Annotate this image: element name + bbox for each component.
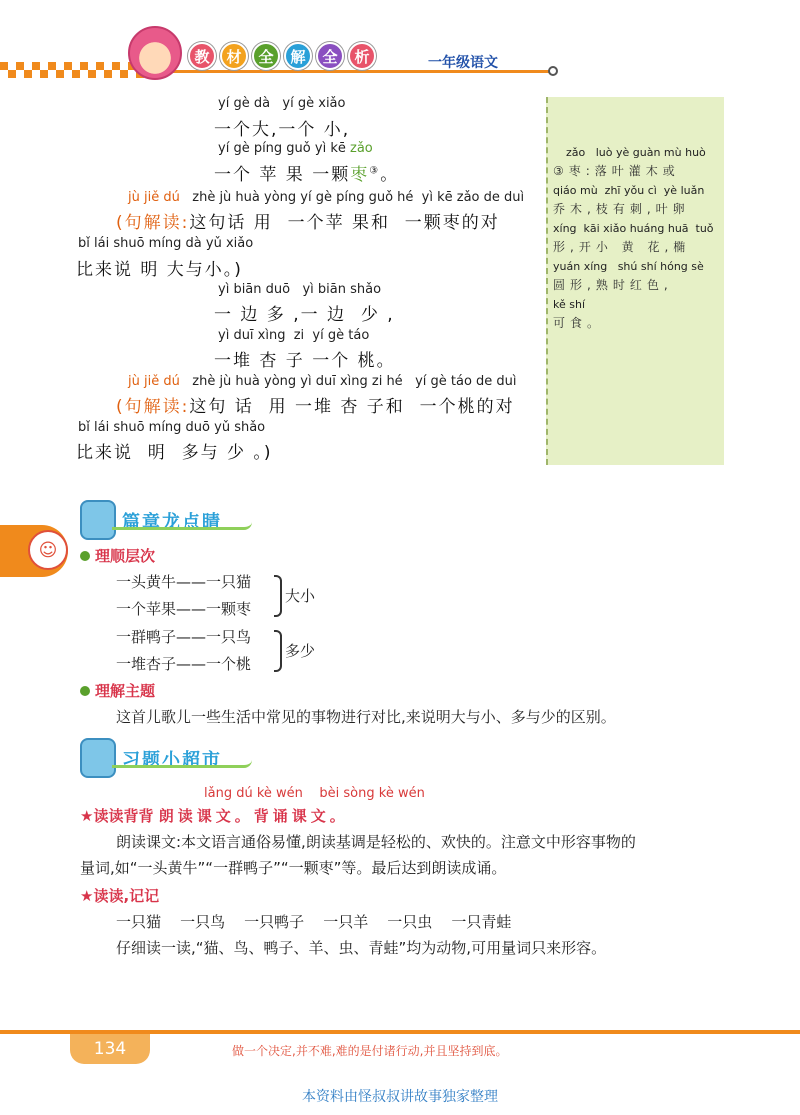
brace [274, 630, 282, 672]
question-heading: ★读读,记记 [80, 887, 160, 905]
section-title: 习题小超市 [122, 750, 222, 771]
title-char: 全 [252, 42, 280, 70]
sentence-interpretation: (句解读:这句话 用 一个苹 果和 一颗枣的对 [116, 213, 500, 233]
title-underline [112, 760, 252, 768]
title-char: 材 [220, 42, 248, 70]
pinyin-line: jù jiě dú zhè jù huà yòng yì duī xìng zi hé yí gè táo de duì [128, 374, 517, 389]
sentence-interpretation: (句解读:这句 话 用 一堆 杏 子和 一个桃的对 [116, 397, 515, 417]
poem-line: 一 边 多 ,一 边 少 , [214, 305, 395, 325]
structure-row: 一个苹果——一颗枣 [116, 600, 252, 618]
note-text: 圆形,熟时红色, [553, 278, 673, 292]
answer-text: 量词,如“一头黄牛”“一群鸭子”“一颗枣”等。最后达到朗读成诵。 [80, 859, 507, 877]
page-header [0, 0, 800, 95]
poem-line: 一个 苹 果 一颗枣③。 [214, 165, 400, 185]
pinyin-line: yí gè píng guǒ yì kē zǎo [218, 141, 373, 156]
word-list: 一只猫 一只鸟 一只鸭子 一只羊 一只虫 一只青蛙 [116, 913, 512, 931]
title-char: 解 [284, 42, 312, 70]
grade-label: 一年级语文 [428, 55, 498, 71]
brace [274, 575, 282, 617]
note-text: 乔木,枝有刺,叶卵 [553, 202, 690, 216]
sentence-interpretation: 比来说 明 多与 少 。) [76, 443, 273, 463]
structure-row: 一堆杏子——一个桃 [116, 655, 252, 673]
note-pinyin: zǎo luò yè guàn mù huò [566, 146, 706, 159]
structure-row: 一头黄牛——一只猫 [116, 573, 252, 591]
pinyin-line: bǐ lái shuō míng duō yǔ shǎo [78, 420, 266, 435]
note-pinyin: xíng kāi xiǎo huáng huā tuǒ [553, 222, 714, 235]
title-char: 全 [316, 42, 344, 70]
checker-decoration [0, 62, 150, 78]
note-text: 可食。 [553, 316, 605, 330]
mascot-icon [128, 26, 182, 80]
answer-text: 朗读课文:本文语言通俗易懂,朗读基调是轻松的、欢快的。注意文中形容事物的 [116, 833, 636, 851]
title-char: 析 [348, 42, 376, 70]
mascot-face-icon: ☺ [28, 530, 68, 570]
group-label: 多少 [285, 642, 316, 660]
structure-row: 一群鸭子——一只鸟 [116, 628, 252, 646]
bullet-heading: 理顺层次 [80, 545, 155, 566]
footer-motto: 做一个决定,并不难,难的是付诸行动,并且坚持到底。 [232, 1044, 508, 1058]
note-pinyin: qiáo mù zhī yǒu cì yè luǎn [553, 184, 705, 197]
pinyin-line: yí gè dà yí gè xiǎo [218, 96, 346, 111]
note-pinyin: yuán xíng shú shí hóng sè [553, 260, 704, 273]
pinyin-line: yì biān duō yì biān shǎo [218, 282, 382, 297]
title-char: 教 [188, 42, 216, 70]
pinyin-line: bǐ lái shuō míng dà yǔ xiǎo [78, 236, 254, 251]
question-heading: ★读读背背 朗读课文。背诵课文。 [80, 807, 349, 825]
section-title: 篇章龙点睛 [122, 512, 222, 533]
credit-text: 本资料由怪叔叔讲故事独家整理 [302, 1089, 498, 1105]
poem-line: 一堆 杏 子 一个 桃。 [214, 351, 396, 371]
theme-text: 这首儿歌儿一些生活中常见的事物进行对比,来说明大与小、多与少的区别。 [116, 708, 616, 726]
phone-icon [80, 738, 116, 778]
note-pinyin: kě shí [553, 298, 586, 311]
page-number: 134 [70, 1034, 150, 1064]
robot-icon [80, 500, 116, 540]
note-text: ③枣:落叶灌木或 [553, 164, 680, 178]
header-dot-decoration [548, 66, 558, 76]
pinyin-line: yì duī xìng zi yí gè táo [218, 328, 370, 343]
answer-text: 仔细读一读,“猫、鸟、鸭子、羊、虫、青蛙”均为动物,可用量词只来形容。 [116, 939, 607, 957]
pinyin-line: jù jiě dú zhè jù huà yòng yí gè píng guǒ hé yì kē zǎo de duì [128, 190, 525, 205]
bullet-heading: 理解主题 [80, 680, 155, 701]
title-underline [112, 522, 252, 530]
sentence-interpretation: 比来说 明 大与小。) [76, 260, 243, 280]
note-text: 形,开小 黄 花,椭 [553, 240, 691, 254]
group-label: 大小 [285, 587, 316, 605]
pinyin-line: lǎng dú kè wén bèi sòng kè wén [204, 786, 425, 801]
poem-line: 一个大,一个 小, [214, 120, 351, 140]
book-title [188, 42, 376, 70]
